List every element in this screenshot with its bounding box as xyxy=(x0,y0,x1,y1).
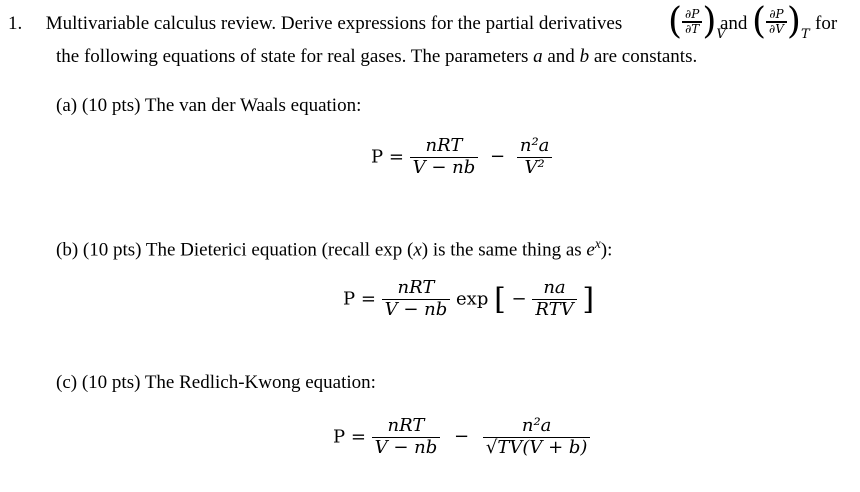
part-c-label: (c) (10 pts) The Redlich-Kwong equation: xyxy=(56,372,376,393)
rk-frac1: $\frac{\text{nRT}}{V - nb}$ xyxy=(372,416,441,459)
deriv1-den: ∂T xyxy=(685,21,700,36)
partial-derivative-dp-dt: ( $\frac{\partial P}{\partial T}$ )$_V$ xyxy=(668,1,726,42)
vdw-frac2: $\frac{\text{n²a}}{\text{V²}}$ xyxy=(517,136,553,179)
vdw-frac1: $\frac{\text{nRT}}{V - nb}$ xyxy=(410,136,479,179)
deriv1-subscript: V xyxy=(716,26,726,42)
equation-redlich-kwong: P = $\frac{\text{nRT}}{V - nb}$ − $\frac{\text{n²a}}{√TV(V + b)}$ xyxy=(333,416,590,459)
dieterici-frac1: $\frac{\text{nRT}}{V - nb}$ xyxy=(382,278,451,321)
part-a-label: (a) (10 pts) The van der Waals equation: xyxy=(56,95,362,116)
deriv2-num: ∂P xyxy=(769,6,784,21)
problem-intro: Multivariable calculus review. Derive expressions for the partial derivatives xyxy=(45,13,623,34)
dieterici-frac2: $\frac{na}{\text{RTV}}$ xyxy=(532,278,576,321)
problem-intro-line xyxy=(8,13,622,35)
deriv1-num: ∂P xyxy=(685,6,700,21)
deriv2-subscript: T xyxy=(800,26,810,42)
for-word: for xyxy=(815,13,838,34)
deriv2-den: ∂V xyxy=(769,21,784,36)
equation-van-der-waals: P = $\frac{\text{nRT}}{V - nb}$ − $\frac{\text{n²a}}{\text{V²}}$ xyxy=(371,136,552,179)
part-b-label: (b) (10 pts) The Dieterici equation (recall exp (x) is the same thing as $e^x$): xyxy=(56,236,613,261)
equation-dieterici: P = $\frac{\text{nRT}}{V - nb}$ exp [ − $\frac{na}{\text{RTV}}$ ] xyxy=(343,277,595,321)
partial-derivative-dp-dv: ( $\frac{\partial P}{\partial V}$ )$_T$ xyxy=(752,1,810,42)
and-word: and xyxy=(720,13,748,34)
problem-intro-line2: the following equations of state for real gases. The parameters a and b are constants. xyxy=(56,46,698,67)
problem-number: 1. xyxy=(8,13,23,34)
rk-frac2: $\frac{\text{n²a}}{√TV(V + b)}$ xyxy=(483,416,591,459)
